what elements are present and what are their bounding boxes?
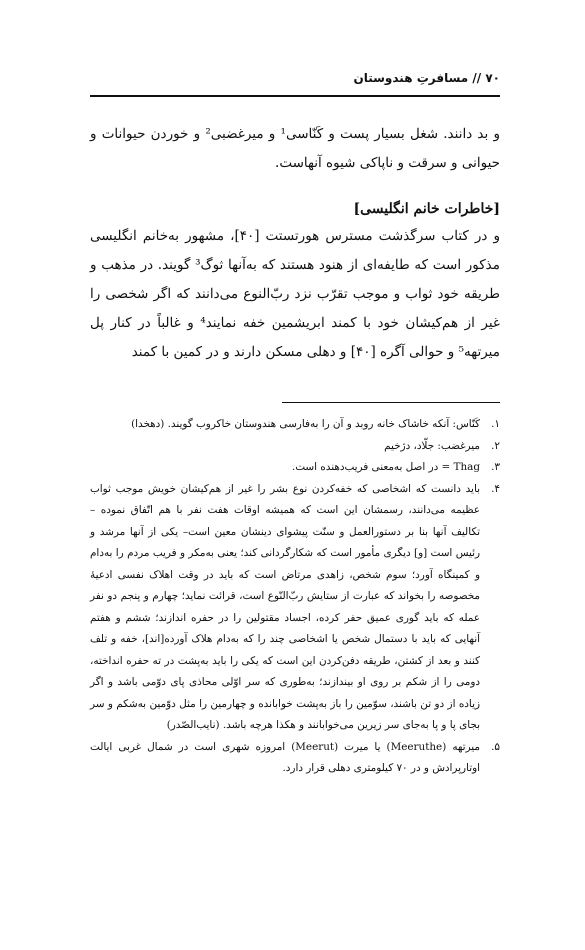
section-heading: [خاطرات خانم انگلیسی] (353, 201, 500, 217)
main-paragraph: و در کتاب سرگذشت مسترس هورتستت [۴۰]، مشهور به‌خانم انگلیسی مذکور است که طایفه‌ای از هنود هستند که به‌آنها ثوگ³ گویند. در مذهب و طریقه خود ثواب و موجب تقرّب نزد ربّ‌النوع می‌دانند که اگر شخصی را غیر از هم‌کیشان خود با کمند ابریشمین خفه نمایند⁴ و غالباً در کنار پل میرتهه⁵ و حوالی آگره [۴۰] و دهلی مسکن دارند و در کمین با کمند (90, 228, 500, 360)
footnote-text: میرغضب: جلّاد، دژخیم (384, 439, 480, 452)
footnote-text: میرتهه (Meeruthe) یا میرت (Meerut) امروزه شهری است در شمال غربی ایالت اوتارپرادش و در ۷۰ کیلومتری دهلی قرار دارد. (90, 740, 481, 774)
header-divider (90, 95, 500, 97)
footnote-text: کَنّاس: آنکه خاشاک خانه روبد و آن را به‌فارسی هندوستان خاکروب گویند. (دهخدا) (131, 418, 480, 430)
footnote-text: Thag = در اصل به‌معنی فریب‌دهنده است. (291, 461, 480, 473)
intro-paragraph: و بد دانند. شغل بسیار پست و کَنّاسی¹ و میرغضبی² و خوردن حیوانات و حیوانی و سرقت و ناپاکی شیوه آنهاست. (90, 126, 500, 171)
footnote-number: ۵. (491, 740, 500, 753)
footnote-item (90, 737, 500, 780)
footnote-item (90, 414, 500, 436)
footnote-text: باید دانست که اشخاصی که خفه‌کردن نوع بشر را غیر از هم‌کیشان خویش موجب ثواب عظیمه می‌دانند، رسمشان این است که همیشه اوقات هفت نفر با هم اتّفاق نموده – تکالیف آنها بنا بر دستورالعمل و سنّت پیشوای دینشان معین است– یکی از آنها مرشد و رئیس است [و] دیگری مأمور است که شکارگردانی کند؛ یعنی به‌مکر و فریب مردم را به‌دام و کمینگاه آورد؛ سوم شخص، زاهدی مرتاض است که باید در وقت اهلاک نفسی ادعیهٔ مخصوصه را بخواند که عبارت از ستایش ربّ‌النّوع است، قرائت نماید؛ چهارم و پنجم دو نفر عمله که باید گوری عمیق حفر کرده، اجساد مقتولین را در حفره اندازند؛ ششم و هفتم آنهایی که باید با دستمال شخص یا اشخاصی چند را که به‌دام هلاک آورده[اند]، خفه و تلف کنند و بعد از کشتن، طریقه دفن‌کردن این است که یکی را باید به‌پشت در ته حفره انداخته، دومی را از شکم بر روی او بیندازند؛ به‌طوری که سر اوّلی محاذی پای دوّمی باشد و اگر زیاده از دو تن باشند، سوّمین را باز به‌پشت خوابانده و چهارمین را مثل دوّمین به‌شکم و سر بجای پا و پا به‌جای سر زیرین می‌خوابانند و هکذا هرچه باشد. (نایب‌الصّدر) (90, 482, 480, 731)
footnote-number: ۱. (491, 418, 500, 430)
footnote-item (90, 479, 500, 737)
running-header: ۷۰ // مسافرتِ هندوستان (353, 71, 500, 85)
footnote-item (90, 457, 500, 479)
footnote-item (90, 436, 500, 458)
footnote-divider (282, 402, 500, 403)
footnote-number: ۳. (491, 461, 500, 473)
footnotes-list (90, 414, 500, 780)
footnote-number: ۴. (491, 482, 500, 495)
footnote-number: ۲. (491, 439, 500, 452)
